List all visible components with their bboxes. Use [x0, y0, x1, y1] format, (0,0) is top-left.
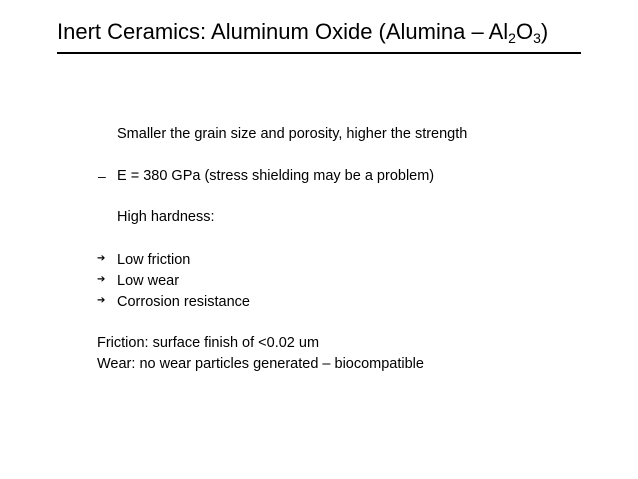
title-subscript-2: 2 [508, 30, 516, 46]
dash-bullet: – [98, 168, 106, 184]
hardness-item-low-wear: Low wear [117, 273, 180, 289]
point-friction: Friction: surface finish of <0.02 um [97, 335, 320, 351]
point-wear: Wear: no wear particles generated – biocompatible [97, 356, 424, 372]
arrow-bullet-icon: ➔ [97, 274, 106, 285]
point-grain-size: Smaller the grain size and porosity, higher the strength [117, 126, 468, 142]
arrow-bullet-icon: ➔ [97, 253, 106, 264]
point-modulus: E = 380 GPa (stress shielding may be a problem) [117, 168, 435, 184]
slide-title [57, 17, 548, 47]
title-prefix: Inert Ceramics: Aluminum Oxide (Alumina – Al [57, 19, 509, 44]
title-underline [57, 52, 581, 54]
title-subscript-3: 3 [533, 30, 541, 46]
title-suffix: ) [540, 19, 549, 44]
point-hardness: High hardness: [117, 209, 215, 225]
hardness-item-low-friction: Low friction [117, 252, 191, 268]
title-oxygen: O [515, 19, 534, 44]
arrow-bullet-icon: ➔ [97, 295, 106, 306]
hardness-item-corrosion: Corrosion resistance [117, 294, 250, 310]
